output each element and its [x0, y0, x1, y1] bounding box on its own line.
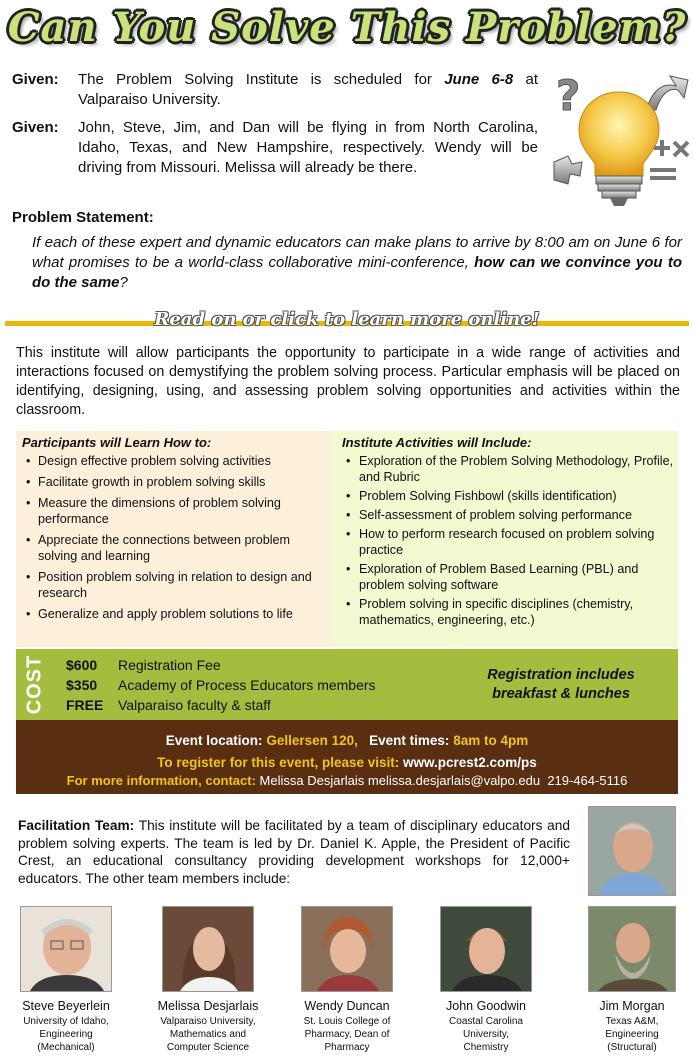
list-item: • How to perform research focused on problem solving practice [330, 526, 678, 558]
page-title: Can You Solve This Problem? [7, 4, 687, 51]
svg-text:?: ? [556, 71, 581, 120]
cost-amount: $350 [66, 677, 98, 693]
member-photo [162, 906, 254, 992]
learn-more-link[interactable] [0, 309, 694, 330]
list-item: • Exploration of the Problem Solving Methodology, Profile, and Rubric [330, 453, 678, 485]
cost-row [66, 656, 221, 674]
portrait-photo [21, 907, 112, 992]
cost-row [66, 696, 271, 714]
contact-name: Melissa Desjarlais [259, 773, 365, 788]
affiliation-line: Valparaiso University, [160, 1016, 256, 1027]
cost-panel [16, 649, 678, 720]
list-item: • Position problem solving in relation to design and research [16, 569, 330, 601]
affiliation-line: Mathematics and [169, 1029, 247, 1040]
affiliation-line: Pharmacy, Dean of [304, 1029, 390, 1040]
activities-list [330, 453, 678, 628]
given-text: John, Steve, Jim, and Dan will be flying in from North Carolina, Idaho, Texas, and New Hampshire, respectively. Wendy will be driving from Missouri. Melissa will already be there. [78, 119, 538, 176]
member-affiliation [424, 1015, 548, 1054]
member-name: John Goodwin [446, 999, 526, 1013]
portrait-photo [589, 807, 676, 896]
cost-desc: Academy of Process Educators members [118, 677, 376, 693]
problem-statement-text [32, 233, 682, 293]
contact-line [16, 773, 678, 788]
given-date [12, 70, 538, 110]
member-photo [20, 906, 112, 992]
team-member [285, 906, 409, 1054]
learn-panel [16, 431, 330, 647]
affiliation-line: (Structural) [607, 1042, 657, 1053]
affiliation-line: Texas A&M, [605, 1016, 659, 1027]
list-item: • Measure the dimensions of problem solving performance [16, 495, 330, 527]
affiliation-line: St. Louis College of [303, 1016, 391, 1027]
member-name: Wendy Duncan [304, 999, 390, 1013]
portrait-photo [302, 907, 393, 992]
affiliation-line: Pharmacy [324, 1042, 370, 1053]
register-link[interactable]: www.pcrest2.com/ps [403, 755, 537, 770]
team-member [146, 906, 270, 1054]
affiliation-line: Engineering [605, 1029, 659, 1040]
member-photo [588, 906, 676, 992]
list-item: • Problem Solving Fishbowl (skills identification) [330, 488, 678, 504]
team-member [4, 906, 128, 1054]
team-member [570, 906, 694, 1054]
member-affiliation [4, 1015, 128, 1054]
location-label: Event location: [165, 733, 263, 748]
given-text: The Problem Solving Institute is scheduled for [78, 71, 445, 88]
list-item: • Self-assessment of problem solving performance [330, 507, 678, 523]
portrait-photo [163, 907, 254, 992]
member-affiliation [285, 1015, 409, 1054]
given-label: Given: [12, 119, 59, 136]
event-panel [16, 720, 678, 794]
member-affiliation [146, 1015, 270, 1054]
member-name: Steve Beyerlein [22, 999, 110, 1013]
activities-panel [330, 431, 678, 647]
member-photo [301, 906, 393, 992]
cost-label-box [16, 649, 54, 720]
cost-desc: Valparaiso faculty & staff [118, 697, 271, 713]
given-date-emphasis: June 6-8 [444, 71, 514, 88]
leader-photo [588, 806, 676, 896]
problem-text-after: ? [119, 274, 128, 291]
list-item: • Facilitate growth in problem solving skills [16, 474, 330, 490]
affiliation-line: Computer Science [166, 1042, 250, 1053]
affiliation-line: (Mechanical) [37, 1042, 95, 1053]
list-item: • Exploration of Problem Based Learning (PBL) and problem solving software [330, 561, 678, 593]
member-affiliation [570, 1015, 694, 1054]
member-name: Melissa Desjarlais [157, 999, 259, 1013]
facilitation-label: Facilitation Team: [18, 818, 135, 833]
contact-phone: 219-464-5116 [547, 773, 628, 788]
affiliation-line: University of Idaho, [23, 1016, 109, 1027]
problem-text: If each of these expert and dynamic educators can make plans to arrive by 8:00 am on June 6 for what promises to be a world-class collaborative mini-conference, [32, 234, 682, 271]
affiliation-line: University, [463, 1029, 509, 1040]
team-member [424, 906, 548, 1054]
affiliation-line: Engineering [39, 1029, 93, 1040]
activities-heading: Institute Activities will Include: [342, 435, 532, 450]
problem-emphasis: how can we convince you to do the same [32, 254, 682, 291]
learn-heading: Participants will Learn How to: [22, 435, 212, 450]
times-value: 8am to 4pm [453, 733, 529, 748]
learn-more-text[interactable]: Read on or click to learn more online! [154, 309, 540, 330]
cost-row [66, 676, 376, 694]
register-label: To register for this event, please visit: [157, 755, 400, 770]
contact-email[interactable]: melissa.desjarlais@valpo.edu [367, 773, 541, 788]
times-label: Event times: [369, 733, 450, 748]
portrait-photo [589, 907, 676, 992]
member-name: Jim Morgan [599, 999, 665, 1013]
affiliation-line: Chemistry [463, 1042, 509, 1053]
register-line [16, 755, 678, 770]
list-item: • Design effective problem solving activities [16, 453, 330, 469]
facilitation-paragraph [18, 817, 570, 887]
contact-label: For more information, contact: [66, 773, 256, 788]
given-travel [12, 118, 538, 178]
event-location-line [16, 733, 678, 748]
list-item: • Problem solving in specific disciplines (chemistry, mathematics, engineering, etc.) [330, 596, 678, 628]
lightbulb-icon [546, 62, 692, 212]
given-text-after: at Valparaiso University. [78, 71, 538, 108]
cost-amount: FREE [66, 697, 104, 713]
portrait-photo [441, 907, 532, 992]
list-item: • Appreciate the connections between problem solving and learning [16, 532, 330, 564]
given-label: Given: [12, 71, 59, 88]
problem-statement-label: Problem Statement: [12, 209, 154, 226]
list-item: • Generalize and apply problem solutions to life [16, 606, 330, 622]
intro-paragraph: This institute will allow participants the opportunity to participate in a wide range of activities and interactions focused on demystifying the problem solving process. Particular emphasis will be placed on identifying, designing, using, and assessing problem solving opportunities and activities within the classroom. [16, 345, 680, 418]
affiliation-line: Coastal Carolina [449, 1016, 523, 1027]
learn-list [16, 453, 330, 622]
location-value: Gellersen 120, [266, 733, 358, 748]
facilitation-text: This institute will be facilitated by a team of disciplinary educators and problem solving experts. The team is led by Dr. Daniel K. Apple, the President of Pacific Crest, an educational consultancy providing development workshops for 12,000+ educators. The other team members include: [18, 818, 570, 886]
cost-amount: $600 [66, 657, 98, 673]
cost-desc: Registration Fee [118, 657, 221, 673]
member-photo [440, 906, 532, 992]
cost-label: COST [23, 654, 46, 715]
registration-includes: Registration includes breakfast & lunches [487, 667, 635, 702]
